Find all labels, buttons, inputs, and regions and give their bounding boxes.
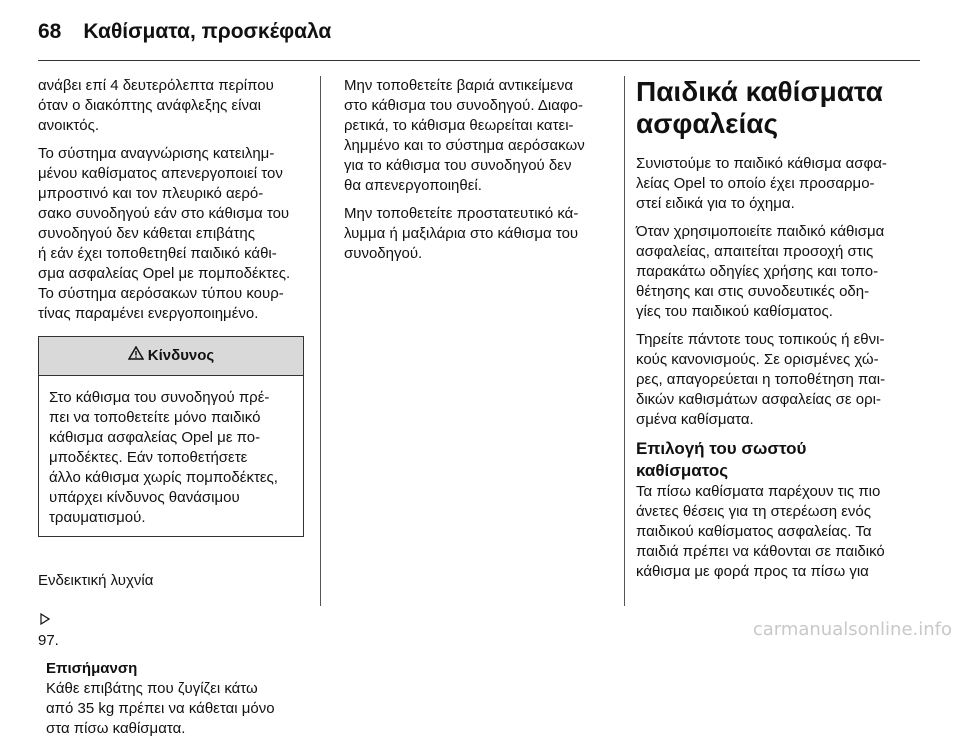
paragraph: Το σύστημα αναγνώρισης κατειλημ- μένου καθίσματος απενεργοποιεί τον μπροστινό και τον πλευρικό αερό- σακο συνοδηγού εάν στο κάθισμα του συνοδηγού δεν κάθεται επιβάτης ή εάν έχει τοποθετηθεί παιδικό κάθι- σμα ασφαλείας Opel με πομποδέκτες. Το σύστημα αερόσακων τύπου κουρ- τίνας παραμένει ενεργοποιημένο. — [38, 145, 291, 322]
danger-text: Στο κάθισμα του συνοδηγού πρέ- πει να τοποθετείτε μόνο παιδικό κάθισμα ασφαλείας Opel με πο- μποδέκτες. Εάν τοποθετήσετε άλλο κάθισμα χωρίς πομποδέκτες, υπάρχει κίνδυνος θανάσιμου τραυματισμού. — [49, 389, 278, 526]
watermark: carmanualsonline.info — [752, 619, 952, 640]
warning-triangle-icon — [128, 346, 144, 366]
danger-header — [39, 337, 303, 376]
paragraph: Συνιστούμε το παιδικό κάθισμα ασφα- λείας Opel το οποίο έχει προσαρμο- στεί ειδικά για το όχημα. — [636, 155, 887, 212]
page-number: 68 — [38, 20, 62, 43]
note-block — [38, 659, 304, 739]
paragraph: Όταν χρησιμοποιείτε παιδικό κάθισμα ασφαλείας, απαιτείται προσοχή στις παρακάτω οδηγίες χρήσης και τοπο- θέτησης και στις συνοδευτικές οδη- γίες του παιδικού καθίσματος. — [636, 223, 885, 320]
header-divider — [38, 60, 920, 61]
paragraph: Τηρείτε πάντοτε τους τοπικούς ή εθνι- κούς κανονισμούς. Σε ορισμένες χώ- ρες, απαγορεύεται η τοποθέτηση παι- δικών καθισμάτων ασφαλείας σε ορι- σμένα καθίσματα. — [636, 331, 886, 428]
danger-title: Κίνδυνος — [147, 347, 215, 364]
page-header — [38, 10, 920, 54]
note-title: Επισήμανση — [46, 660, 138, 677]
subsection-heading: Επιλογή του σωστού καθίσματος — [636, 439, 807, 480]
column-divider-1 — [320, 76, 321, 606]
column-1 — [38, 76, 304, 739]
reference-page: 97. — [38, 632, 59, 649]
column-3 — [636, 76, 922, 590]
column-divider-2 — [624, 76, 625, 606]
section-heading: Παιδικά καθίσματα ασφαλείας — [636, 76, 883, 139]
paragraph: Μην τοποθετείτε βαριά αντικείμενα στο κάθισμα του συνοδηγού. Διαφο- ρετικά, το κάθισμα θεωρείται κατει- λημμένο και το σύστημα αερόσακων για το κάθισμα του συνοδηγού δεν θα απενεργοποιηθεί. — [344, 77, 585, 194]
paragraph: ανάβει επί 4 δευτερόλεπτα περίπου όταν ο διακόπτης ανάφλεξης είναι ανοικτός. — [38, 77, 274, 134]
reference-line — [38, 551, 304, 651]
reference-text: Ενδεικτική λυχνία — [38, 572, 154, 589]
page-title: Καθίσματα, προσκέφαλα — [83, 20, 332, 43]
paragraph: Τα πίσω καθίσματα παρέχουν τις πιο άνετες θέσεις για τη στερέωση ενός παιδικού καθίσματος ασφαλείας. Τα παιδιά πρέπει να κάθονται σε παιδικό κάθισμα με φορά προς τα πίσω για — [636, 483, 885, 580]
column-2 — [344, 76, 612, 272]
note-text: Κάθε επιβάτης που ζυγίζει κάτω από 35 kg πρέπει να κάθεται μόνο στα πίσω καθίσματα. — [46, 680, 275, 737]
danger-box — [38, 336, 304, 537]
page-reference-icon — [40, 591, 50, 631]
paragraph: Μην τοποθετείτε προστατευτικό κά- λυμμα ή μαξιλάρια στο κάθισμα του συνοδηγού. — [344, 205, 579, 262]
